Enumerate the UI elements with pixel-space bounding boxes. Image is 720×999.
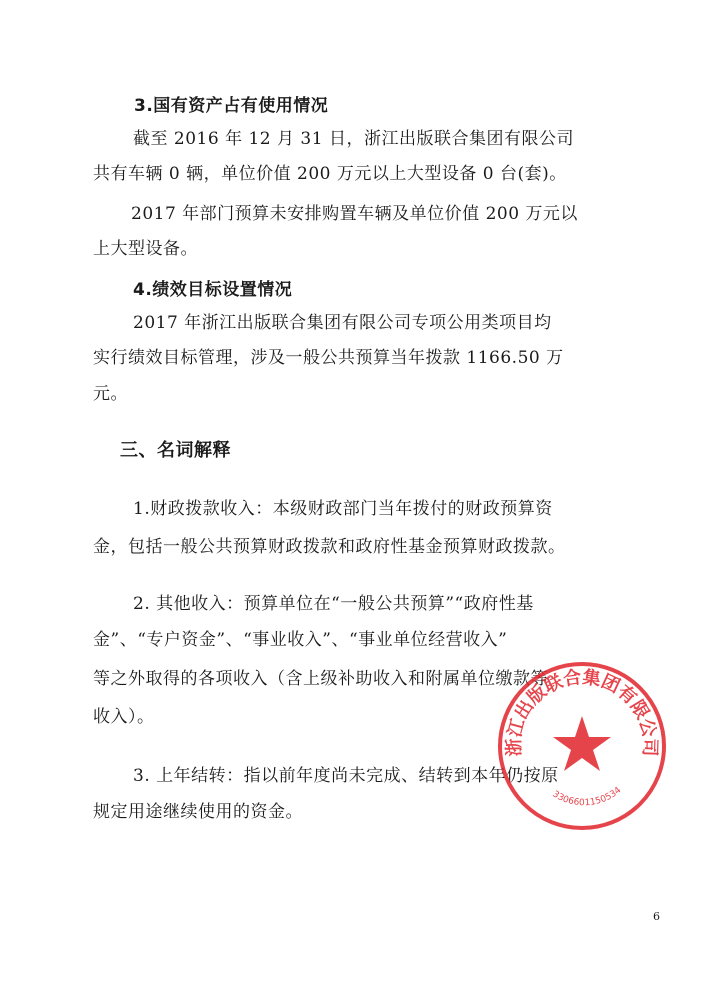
- paragraph-line: 2. 其他收入：预算单位在“一般公共预算”“政府性基: [133, 594, 534, 614]
- paragraph-line: 1.财政拨款收入：本级财政部门当年拨付的财政预算资: [133, 499, 553, 519]
- paragraph-line: 等之外取得的各项收入（含上级补助收入和附属单位缴款等: [93, 669, 548, 689]
- paragraph-line: 金”、“专户资金”、“事业收入”、“事业单位经营收入”: [93, 630, 508, 650]
- paragraph-line: 元。: [93, 384, 128, 404]
- paragraph-line: 规定用途继续使用的资金。: [93, 802, 303, 822]
- paragraph-line: 截至 2016 年 12 月 31 日，浙江出版联合集团有限公司: [133, 129, 574, 149]
- company-seal: [492, 656, 672, 836]
- section-title-terms: 三、名词解释: [120, 440, 231, 461]
- star-icon: [553, 716, 611, 771]
- heading-performance: 4.绩效目标设置情况: [133, 280, 293, 300]
- seal-code: 3306601150534: [550, 785, 624, 809]
- page-number: 6: [653, 910, 660, 923]
- paragraph-line: 2017 年部门预算未安排购置车辆及单位价值 200 万元以: [131, 204, 578, 224]
- paragraph-line: 2017 年浙江出版联合集团有限公司专项公用类项目均: [133, 313, 552, 333]
- paragraph-line: 实行绩效目标管理，涉及一般公共预算当年拨款 1166.50 万: [93, 348, 564, 368]
- paragraph-line: 共有车辆 0 辆，单位价值 200 万元以上大型设备 0 台(套)。: [93, 164, 567, 184]
- paragraph-line: 金，包括一般公共预算财政拨款和政府性基金预算财政拨款。: [93, 537, 566, 557]
- paragraph-line: 3. 上年结转：指以前年度尚未完成、结转到本年仍按原: [133, 766, 559, 786]
- seal-text: 浙江出版联合集团有限公司: [503, 666, 661, 757]
- heading-assets: 3.国有资产占有使用情况: [134, 96, 329, 116]
- paragraph-line: 上大型设备。: [93, 239, 198, 259]
- paragraph-line: 收入）。: [93, 707, 155, 727]
